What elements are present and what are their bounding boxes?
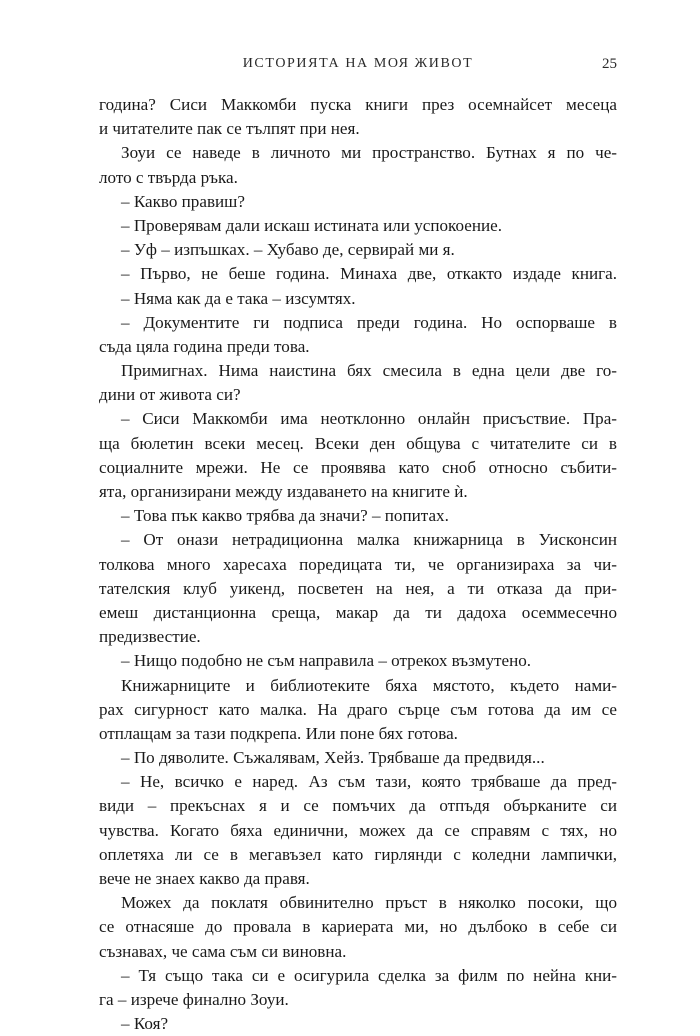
text-line: ща бюлетин всеки месец. Всеки ден общува с читателите си в — [99, 433, 617, 453]
text-line: види – прекъснах я и се помъчих да отпъдя обърканите си — [99, 796, 617, 816]
text-line: тателския клуб уикенд, посветен на нея, а ти отказа да при- — [99, 578, 617, 598]
text-line: – Първо, не беше година. Минаха две, откакто издаде книга. — [121, 264, 617, 284]
text-line: – Не, всичко е наред. Аз съм тази, която трябваше да пред- — [121, 772, 617, 792]
text-line: – Документите ги подписа преди година. Но оспорваше в — [121, 312, 617, 332]
text-line: година? Сиси Маккомби пуска книги през осемнайсет месеца — [99, 95, 617, 114]
running-header — [99, 56, 617, 76]
text-line: – Нищо подобно не съм направила – отрекох възмутено. — [121, 651, 532, 671]
text-line: – Сиси Маккомби има неотклонно онлайн присъствие. Пра- — [121, 409, 617, 429]
text-line: – Тя също така си е осигурила сделка за филм по нейна кни- — [121, 965, 617, 985]
text-line: рах сигурност като малка. На драго сърце съм готова да им се — [99, 699, 617, 719]
text-line: – Коя? — [121, 1014, 169, 1034]
page-number: 25 — [602, 56, 617, 72]
text-line: предизвестие. — [99, 627, 201, 647]
running-title: ИСТОРИЯТА НА МОЯ ЖИВОТ — [242, 56, 474, 71]
text-line: отплащам за тази подкрепа. Или поне бях готова. — [99, 723, 458, 743]
text-line: дини от живота си? — [99, 385, 241, 405]
text-line: – Какво правиш? — [121, 191, 245, 211]
text-line: – Уф – изпъшках. – Хубаво де, сервирай ми я. — [121, 240, 455, 260]
text-line: – Това пък какво трябва да значи? – попитах. — [121, 506, 449, 526]
text-line: лото с твърда ръка. — [99, 167, 238, 187]
text-line: вече не знаех какво да правя. — [99, 869, 310, 888]
text-line: ята, организирани между издаването на книгите ѝ. — [99, 482, 468, 501]
text-line: – По дяволите. Съжалявам, Хейз. Трябваше да предвидя... — [121, 748, 545, 768]
text-line: емеш дистанционна среща, макар да ти дадоха осеммесечно — [99, 602, 617, 622]
text-line: га – изрече финално Зоуи. — [99, 989, 289, 1009]
text-line: – От онази нетрадиционна малка книжарница в Уисконсин — [121, 530, 617, 550]
text-line: и читателите пак се тълпят при нея. — [99, 119, 360, 139]
text-line: Примигнах. Нима наистина бях смесила в една цели две го- — [121, 361, 617, 381]
text-line: чувства. Когато бяха единични, можех да се справям с тях, но — [99, 820, 617, 840]
text-line: Зоуи се наведе в личното ми пространство. Бутнах я по че- — [121, 143, 617, 163]
text-line: съда цяла година преди това. — [99, 336, 310, 356]
body-text — [99, 93, 617, 1036]
text-line: Книжарниците и библиотеките бяха мястото, където нами- — [121, 675, 617, 695]
text-line: – Проверявам дали искаш истината или успокоение. — [121, 215, 502, 235]
text-line: социалните мрежи. Не се проявява като сноб относно събити- — [99, 457, 617, 477]
text-line: Можех да поклатя обвинително пръст в няколко посоки, що — [121, 893, 617, 913]
text-line: – Няма как да е така – изсумтях. — [121, 288, 356, 308]
text-line: се отнасяше до провала в кариерата ми, но дълбоко в себе си — [99, 917, 617, 937]
text-line: оплетяха ли се в мегавъзел като гирлянди с коледни лампички, — [99, 844, 617, 864]
text-line: съзнавах, че сама съм си виновна. — [99, 941, 347, 961]
text-line: толкова много харесаха поредицата ти, че организираха за чи- — [99, 554, 617, 574]
